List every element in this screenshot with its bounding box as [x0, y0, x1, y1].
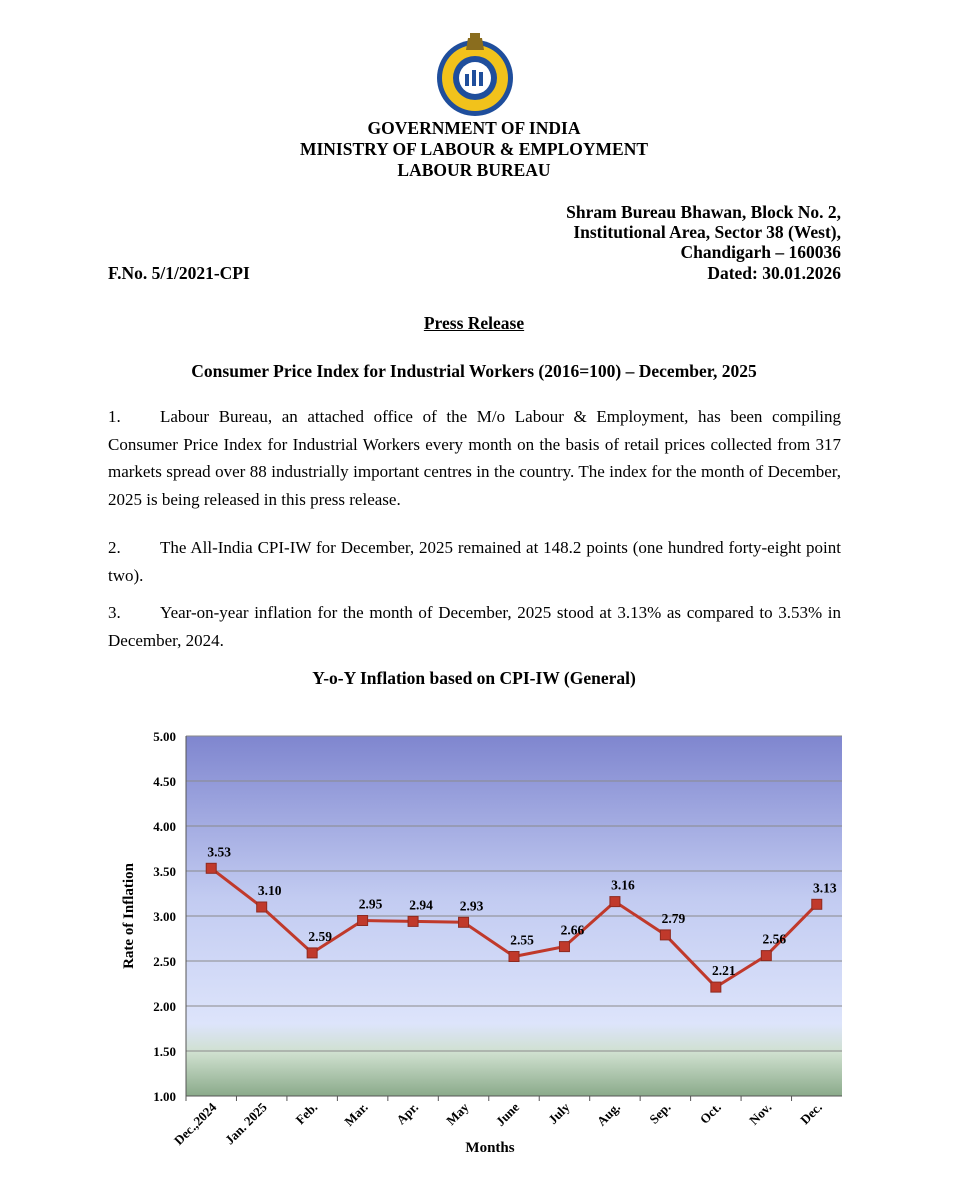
data-label: 2.55: [510, 932, 534, 948]
data-label: 3.10: [257, 883, 282, 898]
x-tick-label: Feb.: [292, 1099, 321, 1128]
data-point-marker: [610, 897, 620, 907]
address-line-2: Institutional Area, Sector 38 (West),: [573, 222, 841, 242]
header-line-1: GOVERNMENT OF INDIA: [367, 118, 581, 138]
data-label: 3.16: [611, 877, 635, 893]
press-release-heading: Press Release: [423, 313, 525, 333]
x-tick-label: July: [545, 1099, 573, 1127]
y-tick-label: 4.00: [153, 819, 176, 834]
x-tick-label: Dec.,2024: [170, 1099, 220, 1148]
x-tick-label: Apr.: [393, 1099, 422, 1128]
inflation-line-chart: [0, 720, 971, 1190]
paragraph-number: 3.: [108, 603, 121, 622]
y-tick-label: 5.00: [153, 729, 176, 744]
chart-title: Y-o-Y Inflation based on CPI-IW (General): [312, 668, 636, 688]
x-tick-label: Nov.: [746, 1099, 775, 1128]
data-point-marker: [812, 899, 822, 909]
y-tick-label: 2.00: [153, 999, 176, 1014]
paragraph-number: 2.: [108, 538, 121, 557]
paragraph-1: [108, 403, 841, 513]
x-tick-label: Jan. 2025: [221, 1099, 270, 1148]
x-tick-label: Sep.: [646, 1099, 674, 1127]
x-tick-label: Dec.: [797, 1099, 825, 1128]
x-tick-label: June: [492, 1099, 523, 1130]
y-tick-label: 3.50: [153, 864, 176, 879]
y-tick-label: 3.00: [153, 909, 176, 924]
data-point-marker: [307, 948, 317, 958]
subject-heading: Consumer Price Index for Industrial Workers (2016=100) – December, 2025: [191, 361, 757, 381]
data-label: 2.56: [762, 931, 787, 947]
data-label: 2.95: [358, 896, 383, 912]
data-point-marker: [761, 951, 771, 961]
address-line-1: Shram Bureau Bhawan, Block No. 2,: [566, 202, 841, 222]
data-label: 2.21: [712, 963, 736, 979]
paragraph-number: 1.: [108, 407, 121, 426]
data-point-marker: [206, 863, 216, 873]
data-label: 3.13: [812, 880, 837, 896]
data-point-marker: [509, 952, 519, 962]
data-label: 2.79: [661, 910, 686, 926]
data-point-marker: [660, 930, 670, 940]
file-number: F.No. 5/1/2021-CPI: [108, 263, 250, 283]
paragraph-text: The All-India CPI-IW for December, 2025 remained at 148.2 points (one hundred forty-eight point two).: [108, 538, 841, 585]
address-line-3: Chandigarh – 160036: [680, 242, 841, 262]
paragraph-2: [108, 534, 841, 589]
y-axis-title: Rate of Inflation: [121, 863, 137, 969]
data-point-marker: [459, 917, 469, 927]
data-label: 2.94: [409, 897, 433, 913]
x-tick-label: Oct.: [696, 1099, 724, 1127]
y-tick-label: 1.00: [153, 1089, 176, 1104]
labour-bureau-logo: [430, 30, 520, 120]
y-tick-label: 2.50: [153, 954, 176, 969]
dated: Dated: 30.01.2026: [707, 263, 841, 283]
header-line-3: LABOUR BUREAU: [397, 160, 551, 180]
x-tick-label: Mar.: [341, 1099, 371, 1129]
data-point-marker: [559, 942, 569, 952]
data-label: 3.53: [207, 844, 232, 860]
data-point-marker: [711, 982, 721, 992]
x-tick-label: Aug.: [593, 1099, 624, 1129]
paragraph-text: Year-on-year inflation for the month of December, 2025 stood at 3.13% as compared to 3.53% in December, 2024.: [108, 603, 841, 650]
data-point-marker: [358, 916, 368, 926]
x-axis-title: Months: [465, 1140, 515, 1156]
x-tick-label: May: [443, 1099, 472, 1128]
data-label: 2.59: [308, 928, 332, 944]
data-label: 2.93: [459, 898, 484, 914]
y-tick-label: 4.50: [153, 774, 176, 789]
paragraph-text: Labour Bureau, an attached office of the M/o Labour & Employment, has been compiling Consumer Price Index for Industrial Workers every month on the basis of retail prices collected from 317 markets spread over 88 industrially important centres in the country. The index for the month of December, 2025 is being released in this press release.: [108, 407, 841, 509]
paragraph-3: [108, 599, 841, 654]
header-line-2: MINISTRY OF LABOUR & EMPLOYMENT: [299, 139, 649, 159]
y-tick-label: 1.50: [153, 1044, 176, 1059]
data-label: 2.66: [560, 922, 585, 938]
data-point-marker: [408, 916, 418, 926]
data-point-marker: [257, 902, 267, 912]
